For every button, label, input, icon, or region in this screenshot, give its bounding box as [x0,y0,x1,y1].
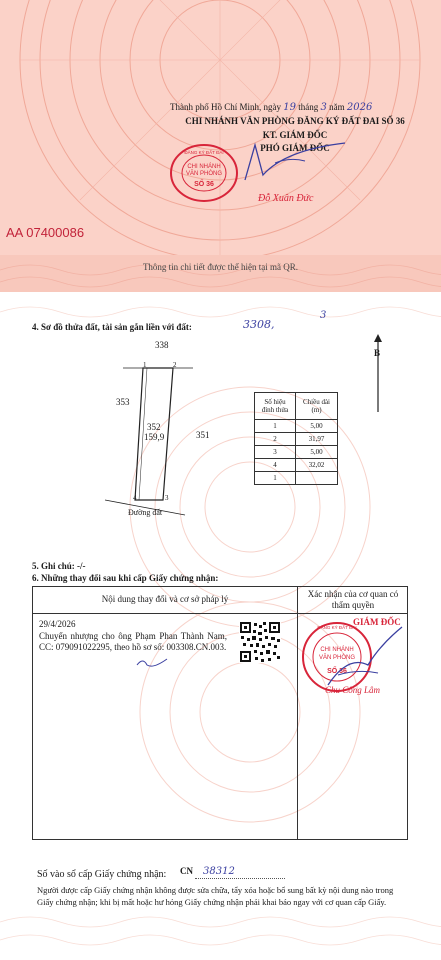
stamp-role: GIÁM ĐỐC [353,617,401,627]
table-cell: 31,97 [296,433,338,446]
stamp-line: CHI NHÁNH [320,647,354,653]
date-month: 3 [320,102,327,113]
page-mark: 3 [320,310,327,321]
section5-title: 5. Ghi chú: -/- [32,561,86,571]
change-content: Chuyển nhượng cho ông Phạm Phan Thành Nam, CC: 079091022295, theo hồ sơ số: 003308.CN.003. [39,631,227,652]
register-label: Số vào sổ cấp Giấy chứng nhận: [37,869,167,880]
parcel-top: 338 [155,340,169,350]
section4-title: 4. Sơ đồ thửa đất, tài sản gắn liền với đất: [32,322,192,332]
vertex-label: 2 [173,361,177,369]
serial-number: AA 07400086 [6,225,85,240]
signer-name-bottom: Chu Công Lâm [325,685,381,695]
table-header: Chiều dài (m) [296,393,338,420]
signer-name-top: Đỗ Xuân Đức [258,193,314,204]
date-year: 2026 [346,102,373,113]
table-cell [296,472,338,485]
kt-director: KT. GIÁM ĐỐC [262,130,328,140]
col-header-content: Nội dung thay đổi và cơ sở pháp lý [101,594,229,604]
stamp-line: CHI NHÁNH [187,164,221,170]
date-line [170,102,372,113]
table-cell: 5,00 [296,446,338,459]
footer-note: Người được cấp Giấy chứng nhận không được sửa chữa, tẩy xóa hoặc bổ sung bất kỳ nội dung nào trong Giấy chứng nhận; khi bị mất hoặc hư hỏng Giấy chứng nhận phải khai báo ngay với cơ quan cấp Giấy. [37,885,394,907]
date-year-label: năm [329,102,345,112]
date-prefix: Thành phố Hồ Chí Minh, ngày [170,102,281,112]
table-row [255,459,338,472]
section6-title: 6. Những thay đổi sau khi cấp Giấy chứng nhận: [32,573,219,583]
table-cell: 32,02 [296,459,338,472]
register-prefix: CN [180,866,193,876]
parcel-right: 351 [196,430,210,440]
col-header-confirm: Xác nhận của cơ quan có thẩm quyền [307,589,399,610]
vertex-label: 3 [165,494,169,502]
qr-note: Thông tin chi tiết được thể hiện tại mã QR. [142,262,299,272]
register-number: 38312 [203,866,235,877]
change-date: 29/4/2026 [39,619,76,629]
road-label: Đường đất [128,508,163,517]
certificate-top-section [0,0,441,292]
north-label: B [374,348,381,358]
table-cell: 1 [255,472,296,485]
parcel-left: 353 [116,397,130,407]
deputy-director: PHÓ GIÁM ĐỐC [260,143,330,153]
stamp-line: VĂN PHÒNG [185,171,223,177]
register-dotted-line [195,878,285,879]
table-row [255,433,338,446]
initial-mark [133,655,173,671]
table-row [255,446,338,459]
table-cell: 4 [255,459,296,472]
date-month-label: tháng [298,102,319,112]
office-name: CHI NHÁNH VĂN PHÒNG ĐĂNG KÝ ĐẤT ĐAI SỐ 36 [185,116,405,126]
table-cell: 1 [255,420,296,433]
signature-top [215,135,355,195]
table-cell: 3 [255,446,296,459]
qr-code-icon[interactable] [239,621,281,663]
stamp-line: ĐĂNG KÝ ĐẤT ĐAI [184,150,224,155]
parcel-center-id: 352 [147,422,161,432]
table-cell: 2 [255,433,296,446]
vertex-label: 1 [143,361,147,369]
stamp-line: SỐ 36 [194,181,214,188]
table-row [255,472,338,485]
stamp-line: VĂN PHÒNG [318,655,356,661]
vertex-label: 4 [133,494,137,502]
stamp-line: SỐ 36 [327,668,347,675]
stamp-line: ĐĂNG KÝ ĐẤT ĐAI [317,625,357,630]
north-arrow-icon [370,334,386,414]
table-cell: 5,00 [296,420,338,433]
parcel-center-area: 159,9 [144,432,165,442]
table-row [255,420,338,433]
handwritten-number: 3308, [243,318,275,331]
date-day: 19 [283,102,296,113]
changes-table [32,586,408,840]
table-header: Số hiệu đỉnh thửa [255,393,296,420]
lot-table [254,392,338,485]
